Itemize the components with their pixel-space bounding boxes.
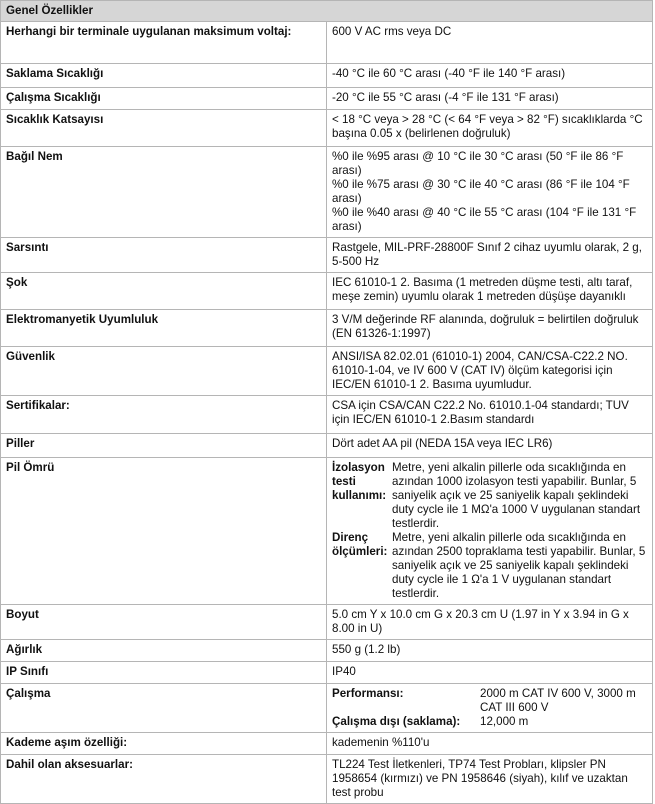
table-row (1, 640, 653, 662)
table-row (1, 662, 653, 684)
row-value: 3 V/M değerinde RF alanında, doğruluk = belirtilen doğruluk (EN 61326-1:1997) (327, 310, 653, 347)
sub-key: İzolasyon testi kullanımı: (332, 461, 387, 502)
sub-text: Metre, yeni alkalin pillerle oda sıcaklığında en azından 2500 topraklama testi yapabilir. Bunlar, 5 saniyelik açık ve 25 saniyelik kapalı şeklindeki duty cycle ile 1 Ω'a 1 V uygulanan standart testlerdir. (392, 531, 646, 600)
table-header: Genel Özellikler (1, 1, 653, 22)
row-label: Herhangi bir terminale uygulanan maksimum voltaj: (1, 22, 327, 64)
value-line: %0 ile %75 arası @ 30 °C ile 40 °C arası (86 °F ile 104 °F arası) (332, 178, 630, 205)
row-label: Saklama Sıcaklığı (1, 64, 327, 88)
table-row (1, 684, 653, 733)
row-value: 5.0 cm Y x 10.0 cm G x 20.3 cm U (1.97 in Y x 3.94 in G x 8.00 in U) (327, 605, 653, 640)
row-value: IEC 61010-1 2. Basıma (1 metreden düşme testi, altı taraf, meşe zemin) uyumlu olarak 1 metreden düşüşe dayanıklı (327, 273, 653, 310)
row-value: TL224 Test İletkenleri, TP74 Test Probları, klipsler PN 1958654 (kırmızı) ve PN 1958646 (siyah), kılıf ve uzaktan test probu (327, 755, 653, 804)
row-label: Şok (1, 273, 327, 310)
perf-entry (332, 687, 646, 715)
row-value: -20 °C ile 55 °C arası (-4 °F ile 131 °F arası) (327, 88, 653, 110)
table-row (1, 22, 653, 64)
sub-entry (332, 461, 646, 531)
row-value: Rastgele, MIL-PRF-28800F Sınıf 2 cihaz uyumlu olarak, 2 g, 5-500 Hz (327, 238, 653, 273)
row-label: Çalışma (1, 684, 327, 733)
sub-key: Direnç ölçümleri: (332, 531, 388, 558)
row-value: Dört adet AA pil (NEDA 15A veya IEC LR6) (327, 434, 653, 458)
table-row (1, 396, 653, 434)
row-value: -40 °C ile 60 °C arası (-40 °F ile 140 °F arası) (327, 64, 653, 88)
row-label: Sarsıntı (1, 238, 327, 273)
table-row (1, 347, 653, 396)
table-row (1, 755, 653, 804)
table-row (1, 147, 653, 238)
row-label: Elektromanyetik Uyumluluk (1, 310, 327, 347)
row-value: < 18 °C veya > 28 °C (< 64 °F veya > 82 °F) sıcaklıklarda °C başına 0.05 x (belirlenen doğruluk) (327, 110, 653, 147)
row-label: Dahil olan aksesuarlar: (1, 755, 327, 804)
row-label: Kademe aşım özelliği: (1, 733, 327, 755)
sub-entry (332, 531, 646, 601)
row-value: 550 g (1.2 lb) (327, 640, 653, 662)
perf-key: Performansı: (332, 687, 404, 700)
table-row (1, 110, 653, 147)
row-label: IP Sınıfı (1, 662, 327, 684)
table-row (1, 64, 653, 88)
row-value (327, 458, 653, 605)
value-line: %0 ile %95 arası @ 10 °C ile 30 °C arası (50 °F ile 86 °F arası) (332, 150, 624, 177)
row-label: Ağırlık (1, 640, 327, 662)
value-line: %0 ile %40 arası @ 40 °C ile 55 °C arası (104 °F ile 131 °F arası) (332, 206, 637, 233)
row-value: 600 V AC rms veya DC (327, 22, 653, 64)
row-label: Bağıl Nem (1, 147, 327, 238)
row-label: Sertifikalar: (1, 396, 327, 434)
row-label: Pil Ömrü (1, 458, 327, 605)
perf-entry (332, 715, 646, 729)
table-row (1, 458, 653, 605)
row-value: IP40 (327, 662, 653, 684)
row-label: Çalışma Sıcaklığı (1, 88, 327, 110)
perf-key: Çalışma dışı (saklama): (332, 715, 461, 728)
table-row (1, 310, 653, 347)
row-value: ANSI/ISA 82.02.01 (61010-1) 2004, CAN/CSA-C22.2 NO. 61010-1-04, ve IV 600 V (CAT IV) ölçüm kategorisi için IEC/EN 61010-1 2. Basıma uyumludur. (327, 347, 653, 396)
table-row (1, 238, 653, 273)
perf-value: 2000 m CAT IV 600 V, 3000 m CAT III 600 V (480, 687, 636, 714)
row-label: Piller (1, 434, 327, 458)
perf-value: 12,000 m (480, 715, 529, 728)
row-label: Sıcaklık Katsayısı (1, 110, 327, 147)
row-value: kademenin %110'u (327, 733, 653, 755)
row-label: Boyut (1, 605, 327, 640)
table-row (1, 733, 653, 755)
row-value (327, 684, 653, 733)
row-value: CSA için CSA/CAN C22.2 No. 61010.1-04 standardı; TUV için IEC/EN 61010-1 2.Basım standardı (327, 396, 653, 434)
table-row (1, 88, 653, 110)
table-row (1, 605, 653, 640)
table-row (1, 273, 653, 310)
row-value (327, 147, 653, 238)
sub-text: Metre, yeni alkalin pillerle oda sıcaklığında en azından 1000 izolasyon testi yapabilir. Bunlar, 5 saniyelik açık ve 25 saniyelik kapalı şeklindeki duty cycle ile 1 MΩ'a 1000 V uygulanan standart testlerdir. (392, 461, 641, 530)
table-row (1, 434, 653, 458)
row-label: Güvenlik (1, 347, 327, 396)
